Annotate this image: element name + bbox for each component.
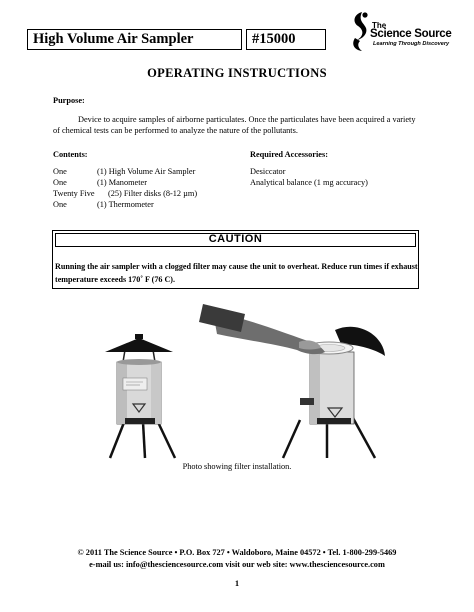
photo-caption: Photo showing filter installation.: [182, 462, 292, 471]
contents-qty: Twenty Five: [53, 189, 95, 198]
required-accessories-label: Required Accessories:: [250, 150, 328, 159]
page-heading: OPERATING INSTRUCTIONS: [147, 66, 327, 80]
air-sampler-image-right: [199, 304, 385, 458]
logo-name: Science Source: [370, 28, 452, 40]
purpose-label: Purpose:: [53, 96, 85, 105]
product-code-box: [246, 29, 326, 50]
product-code: #15000: [252, 31, 296, 47]
contents-qty: One: [53, 167, 67, 176]
air-sampler-image-left: [105, 334, 175, 458]
caution-text: Running the air sampler with a clogged filter may cause the unit to overheat. Reduce run times if exhaust temperature exceeds 170˚ F (76 C).: [55, 262, 418, 284]
footer-contact: e-mail us: info@thesciencesource.com visit our web site: www.thesciencesource.com: [89, 560, 385, 569]
document-title: High Volume Air Sampler: [33, 31, 194, 47]
contents-qty: One: [53, 178, 67, 187]
footer-address: © 2011 The Science Source • P.O. Box 727 • Waldoboro, Maine 04572 • Tel. 1-800-299-5469: [77, 548, 397, 557]
contents-item: (25) Filter disks (8-12 µm): [108, 189, 198, 198]
purpose-text: Device to acquire samples of airborne particulates. Once the particulates have been acquired a variety of chemical tests can be performed to analyze the nature of the pollutants.: [53, 115, 416, 135]
logo-tagline: Learning Through Discovery: [373, 41, 450, 47]
contents-item: (1) High Volume Air Sampler: [97, 167, 196, 176]
caution-title: CAUTION: [55, 233, 416, 247]
title-box: [27, 29, 242, 50]
accessory-item: Desiccator: [250, 167, 286, 176]
page-number: 1: [234, 578, 240, 588]
filter-installation-photo: [95, 300, 395, 460]
contents-item: (1) Thermometer: [97, 200, 154, 209]
logo-the: The: [372, 21, 387, 30]
accessory-item: Analytical balance (1 mg accuracy): [250, 178, 368, 187]
contents-label: Contents:: [53, 150, 88, 159]
contents-qty: One: [53, 200, 67, 209]
contents-item: (1) Manometer: [97, 178, 147, 187]
